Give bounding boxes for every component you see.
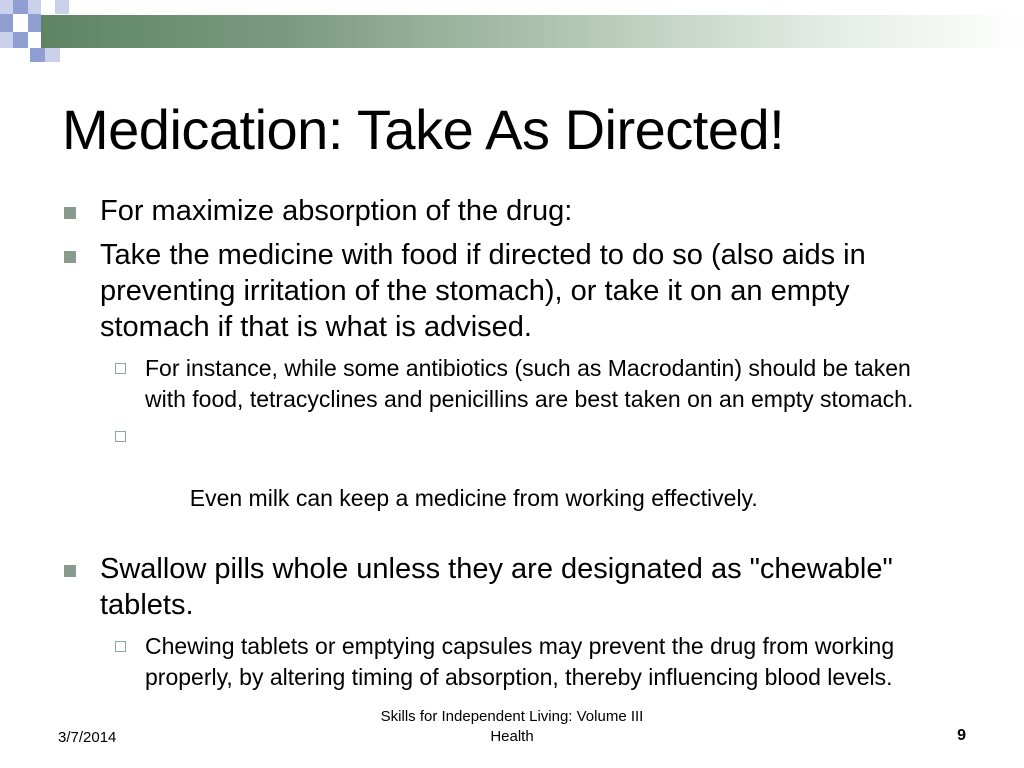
- decor-square: [28, 32, 41, 48]
- bullet-item: [58, 551, 958, 623]
- decor-square: [13, 32, 28, 48]
- bullet-text: Take the medicine with food if directed to do so (also aids in preventing irritation of the stomach), or take it on an empty stomach if that is what is advised.: [100, 239, 866, 343]
- sub-bullet-item: [58, 421, 958, 545]
- header-squares: [0, 0, 70, 64]
- sub-bullet-item: [58, 353, 958, 415]
- decor-square: [0, 32, 13, 48]
- square-bullet-icon: [64, 565, 76, 577]
- decor-square: [28, 14, 41, 32]
- hollow-square-bullet-icon: [115, 431, 126, 442]
- decor-square: [41, 0, 55, 14]
- hollow-square-bullet-icon: [115, 363, 126, 374]
- sub-bullet-text: For instance, while some antibiotics (such as Macrodantin) should be taken with food, tetracyclines and penicillins are best taken on an empty stomach.: [145, 355, 914, 412]
- sub-bullet-text: Even milk can keep a medicine from working effectively.: [183, 485, 758, 511]
- footer-center-text: [312, 707, 712, 747]
- bullet-item: [58, 237, 958, 345]
- sub-bullet-text: Chewing tablets or emptying capsules may prevent the drug from working properly, by altering timing of absorption, thereby influencing blood levels.: [145, 633, 895, 690]
- decor-square: [0, 14, 13, 32]
- decor-square: [0, 0, 13, 14]
- decor-square: [30, 48, 45, 62]
- decor-square: [13, 0, 28, 14]
- header-decoration-band: [40, 15, 1024, 48]
- square-bullet-icon: [64, 251, 76, 263]
- decor-square: [13, 14, 28, 32]
- footer-date: 3/7/2014: [58, 729, 117, 746]
- page-number: 9: [957, 727, 966, 744]
- bullet-item: [58, 193, 958, 229]
- footer-course-title: Skills for Independent Living: Volume III: [380, 708, 644, 725]
- decor-square: [45, 48, 60, 62]
- hollow-square-bullet-icon: [115, 641, 126, 652]
- slide-body: [58, 193, 958, 699]
- bullet-text: Swallow pills whole unless they are designated as "chewable" tablets.: [100, 553, 893, 621]
- sub-bullet-item: [58, 631, 958, 693]
- decor-square: [55, 0, 69, 14]
- square-bullet-icon: [64, 207, 76, 219]
- slide-title: Medication: Take As Directed!: [62, 98, 785, 161]
- bullet-text: For maximize absorption of the drug:: [100, 195, 573, 227]
- footer-section-title: Health: [490, 728, 534, 745]
- decor-square: [28, 0, 41, 14]
